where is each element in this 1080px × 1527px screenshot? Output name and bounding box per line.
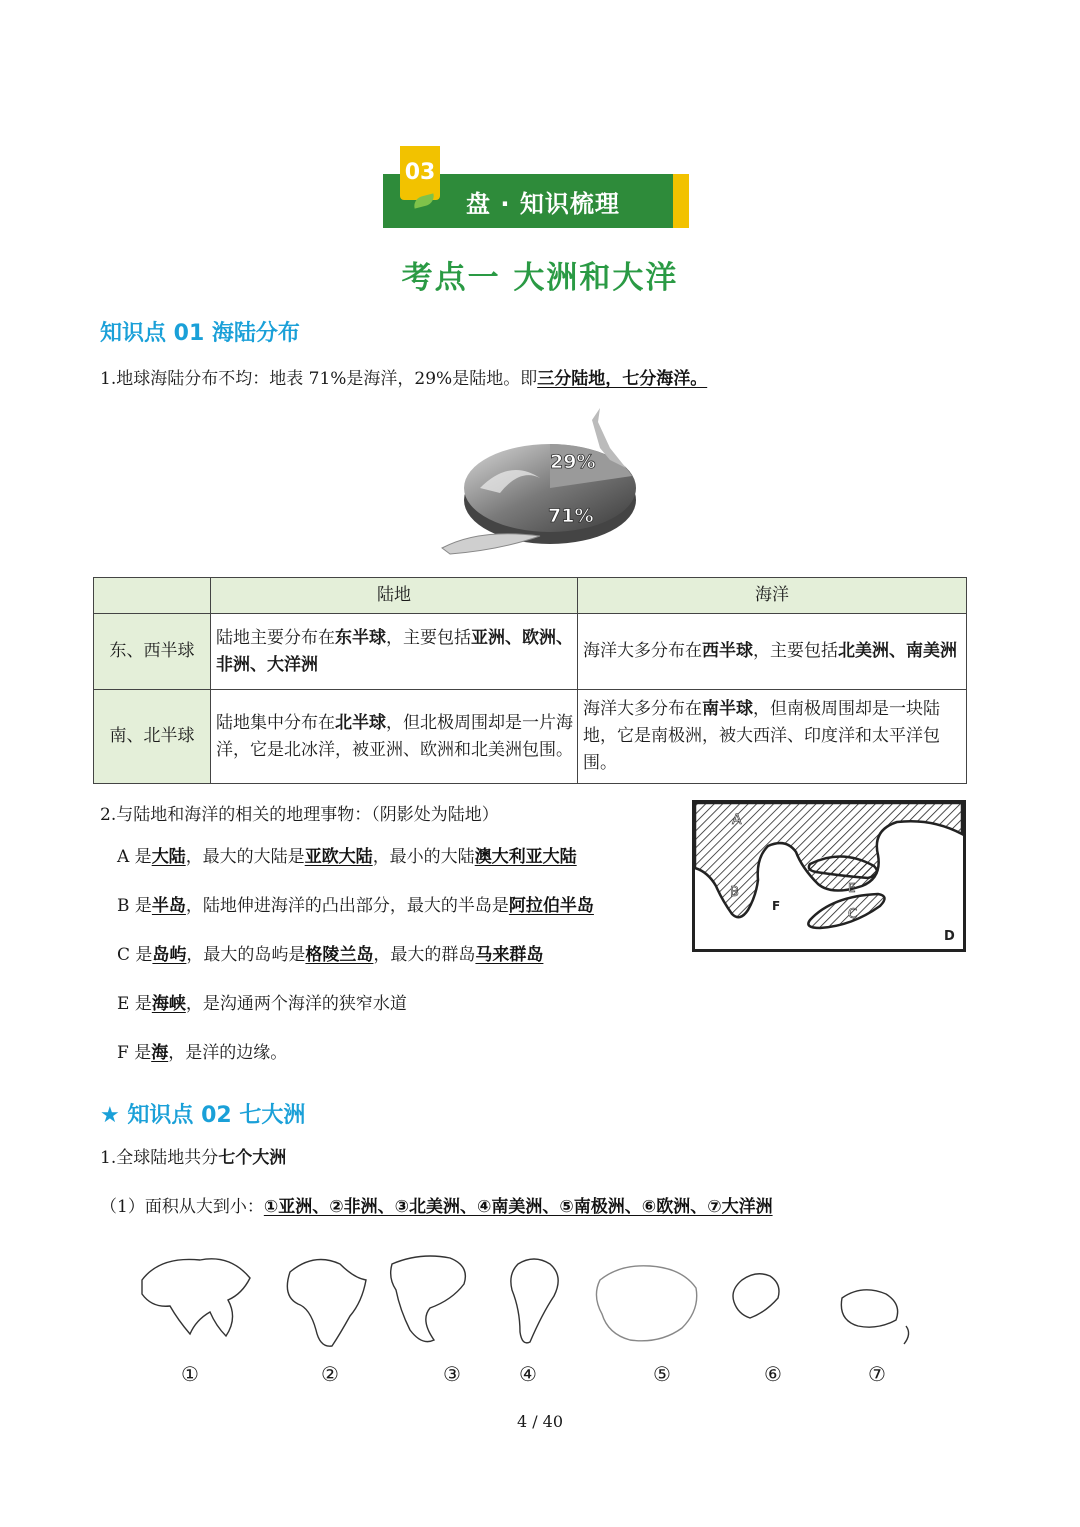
entry-text: A 是 <box>117 847 152 867</box>
cell-bold: 西半球 <box>702 641 753 661</box>
entry-text: ，是洋的边缘。 <box>168 1043 288 1063</box>
table-cell-ocean <box>578 614 967 690</box>
map-label-a: A <box>732 812 742 828</box>
table-row <box>94 690 967 784</box>
cell-text: ，主要包括 <box>386 627 471 648</box>
table-header-ocean: 海洋 <box>578 578 967 614</box>
antarctica-outline <box>596 1266 696 1341</box>
map-label-f: F <box>772 899 781 913</box>
paragraph-2: 2.与陆地和海洋的相关的地理事物：（阴影处为陆地） <box>100 805 499 825</box>
paragraph-3-text: 1.全球陆地共分 <box>100 1148 219 1168</box>
banner-number: 03 <box>400 146 440 200</box>
list-item <box>117 989 407 1014</box>
entry-text: ，陆地伸进海洋的凸出部分，最大的半岛是 <box>185 896 509 916</box>
asia-outline <box>142 1259 250 1336</box>
cell-bold: 亚洲、欧洲、非洲、大洋洲 <box>216 627 573 675</box>
africa-outline <box>287 1260 366 1347</box>
table-header-row <box>94 578 967 614</box>
paragraph-4-text: （1）面积从大到小： <box>100 1197 264 1217</box>
cell-text: 海洋大多分布在 <box>583 699 702 719</box>
banner-accent <box>673 174 689 228</box>
cell-text: ，但南极周围却是一块陆地，它是南极洲，被大西洋、印度洋和太平洋包围。 <box>583 699 940 773</box>
paragraph-4 <box>100 1192 773 1217</box>
star-icon: ★ <box>100 1103 120 1128</box>
entry-answer: 半岛 <box>151 896 186 916</box>
cell-bold: 东半球 <box>335 627 386 648</box>
banner-title: 盘 · 知识梳理 <box>466 190 620 218</box>
continent-number-4: ④ <box>519 1362 537 1386</box>
cell-text: 陆地主要分布在 <box>216 627 335 648</box>
section-heading-1: 知识点 01 海陆分布 <box>100 321 300 346</box>
cell-text: 陆地集中分布在 <box>216 712 335 733</box>
entry-text: B 是 <box>117 896 152 916</box>
section-banner <box>383 146 689 230</box>
paragraph-1 <box>100 364 707 389</box>
entry-text: F 是 <box>117 1043 152 1063</box>
entry-text: ，最大的岛屿是 <box>186 945 306 965</box>
list-item <box>117 842 577 867</box>
table-header-land: 陆地 <box>211 578 578 614</box>
cell-text: ，但北极周围却是一片海洋，它是北冰洋，被亚洲、欧洲和北美洲包围。 <box>216 712 573 760</box>
cell-bold: 南半球 <box>702 699 753 719</box>
map-label-e: E <box>848 881 856 895</box>
table-cell-land <box>211 690 578 784</box>
continent-outlines <box>130 1250 930 1360</box>
table-header-empty <box>94 578 211 614</box>
section-heading-2-text: 知识点 02 七大洲 <box>127 1103 306 1128</box>
map-label-c: C <box>848 907 858 922</box>
north-america-outline <box>391 1256 466 1342</box>
entry-text: ，最大的大陆是 <box>185 847 305 867</box>
paragraph-1-answer: 三分陆地，七分海洋。 <box>537 369 708 389</box>
list-item <box>117 940 543 965</box>
continent-number-1: ① <box>181 1362 199 1386</box>
list-item <box>117 891 594 916</box>
table-row-label: 南、北半球 <box>94 690 211 784</box>
entry-text: ，最大的群岛 <box>373 945 476 965</box>
entry-text: ，是沟通两个海洋的狭窄水道 <box>185 994 407 1014</box>
europe-outline <box>733 1274 779 1318</box>
entry-answer: 澳大利亚大陆 <box>474 847 577 867</box>
south-america-outline <box>511 1259 558 1343</box>
entry-text: ，最小的大陆 <box>372 847 475 867</box>
paragraph-3 <box>100 1143 286 1168</box>
continent-number-6: ⑥ <box>764 1362 782 1386</box>
continent-number-2: ② <box>321 1362 339 1386</box>
cell-bold: 北半球 <box>335 712 386 733</box>
continent-number-3: ③ <box>443 1362 461 1386</box>
map-label-d: D <box>944 929 955 944</box>
entry-answer: 大陆 <box>151 847 186 867</box>
pie-label-land: 29% <box>550 451 596 473</box>
entry-text: E 是 <box>117 994 152 1014</box>
table-row <box>94 614 967 690</box>
table-cell-land <box>211 614 578 690</box>
map-label-b: B <box>730 885 739 900</box>
entry-answer: 亚欧大陆 <box>304 847 373 867</box>
entry-answer: 马来群岛 <box>475 945 544 965</box>
land-sea-diagram <box>692 800 966 952</box>
pie-label-ocean: 71% <box>548 505 594 527</box>
continent-number-5: ⑤ <box>653 1362 671 1386</box>
paragraph-3-answer: 七个大洲 <box>218 1148 287 1168</box>
oceania-outline <box>841 1290 897 1327</box>
entry-text: C 是 <box>117 945 153 965</box>
land-ocean-pie-illustration <box>440 408 650 563</box>
hemisphere-table <box>93 577 967 784</box>
paragraph-1-text: 1.地球海陆分布不均：地表 71%是海洋，29%是陆地。即 <box>100 369 538 389</box>
section-heading-2 <box>100 1098 305 1129</box>
page-title: 考点一 大洲和大洋 <box>401 260 679 296</box>
paragraph-4-answer: ①亚洲、②非洲、③北美洲、④南美洲、⑤南极洲、⑥欧洲、⑦大洋洲 <box>263 1197 773 1217</box>
cell-bold: 北美洲、南美洲 <box>838 641 957 661</box>
entry-answer: 海峡 <box>151 994 186 1014</box>
list-item <box>117 1038 287 1063</box>
continent-number-7: ⑦ <box>868 1362 886 1386</box>
whale-icon <box>442 534 540 554</box>
new-zealand-outline <box>904 1326 909 1344</box>
entry-answer: 岛屿 <box>152 945 187 965</box>
page-number: 4 / 40 <box>516 1412 564 1431</box>
entry-answer: 海 <box>151 1043 169 1063</box>
table-row-label: 东、西半球 <box>94 614 211 690</box>
cell-text: ，主要包括 <box>753 641 838 661</box>
entry-answer: 格陵兰岛 <box>305 945 374 965</box>
entry-answer: 阿拉伯半岛 <box>508 896 594 916</box>
cell-text: 海洋大多分布在 <box>583 641 702 661</box>
table-cell-ocean <box>578 690 967 784</box>
